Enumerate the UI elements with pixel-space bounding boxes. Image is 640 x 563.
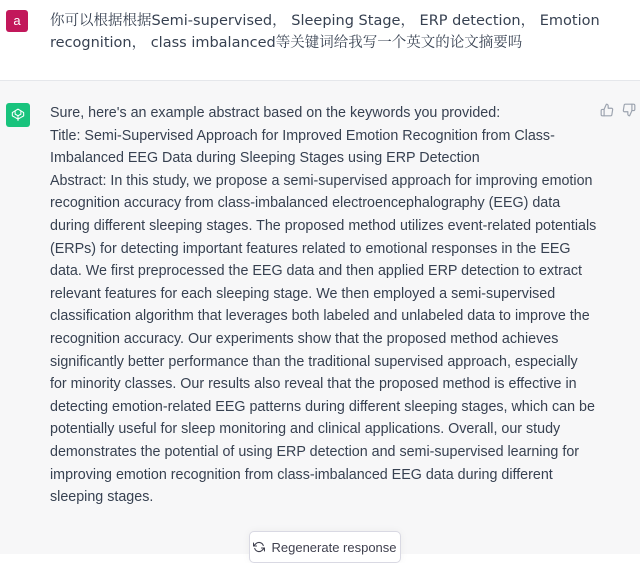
user-message-row — [0, 0, 640, 81]
refresh-icon — [253, 541, 265, 553]
assistant-message-text — [50, 102, 598, 509]
assistant-message-row — [0, 81, 640, 554]
user-avatar: a — [6, 10, 28, 32]
openai-logo-icon — [10, 107, 26, 123]
feedback-buttons — [600, 103, 636, 117]
assistant-intro: Sure, here's an example abstract based on the keywords you provided: — [50, 105, 501, 121]
regenerate-response-button[interactable] — [249, 531, 401, 563]
assistant-avatar — [6, 103, 30, 127]
abstract-title: Title: Semi-Supervised Approach for Improved Emotion Recognition from Class-Imbalanced EEG Data during Sleeping Stages using ERP Detection — [50, 127, 555, 167]
user-message-text: 你可以根据根据Semi-supervised， Sleeping Stage， ERP detection， Emotion recognition， class imbalanced等关键词给我写一个英文的论文摘要吗 — [50, 13, 600, 51]
thumbs-down-icon[interactable] — [622, 103, 636, 117]
thumbs-up-icon[interactable] — [600, 103, 614, 117]
regenerate-label: Regenerate response — [271, 539, 397, 555]
abstract-body: Abstract: In this study, we propose a semi-supervised approach for improving emotion recognition accuracy from class-imbalanced electroencephalography (EEG) data during different sleeping stages. The proposed method utilizes event-related potentials (ERPs) for detecting important features related to emotional responses in the EEG data. We first preprocessed the EEG data and then applied ERP detection to extract relevant features for each sleeping stage. We then employed a semi-supervised classification algorithm that leverages both labeled and unlabeled data to improve the recognition accuracy. Our experiments show that the proposed method achieves significantly better performance than the traditional supervised approach, especially for minority classes. Our results also reveal that the proposed method is effective in detecting emotion-related EEG patterns during different sleeping stages, which can be potentially useful for sleep monitoring and clinical applications. Overall, our study demonstrates the potential of using ERP detection and semi-supervised learning for improving emotion recognition from class-imbalanced EEG data during different sleeping stages. — [50, 172, 597, 506]
